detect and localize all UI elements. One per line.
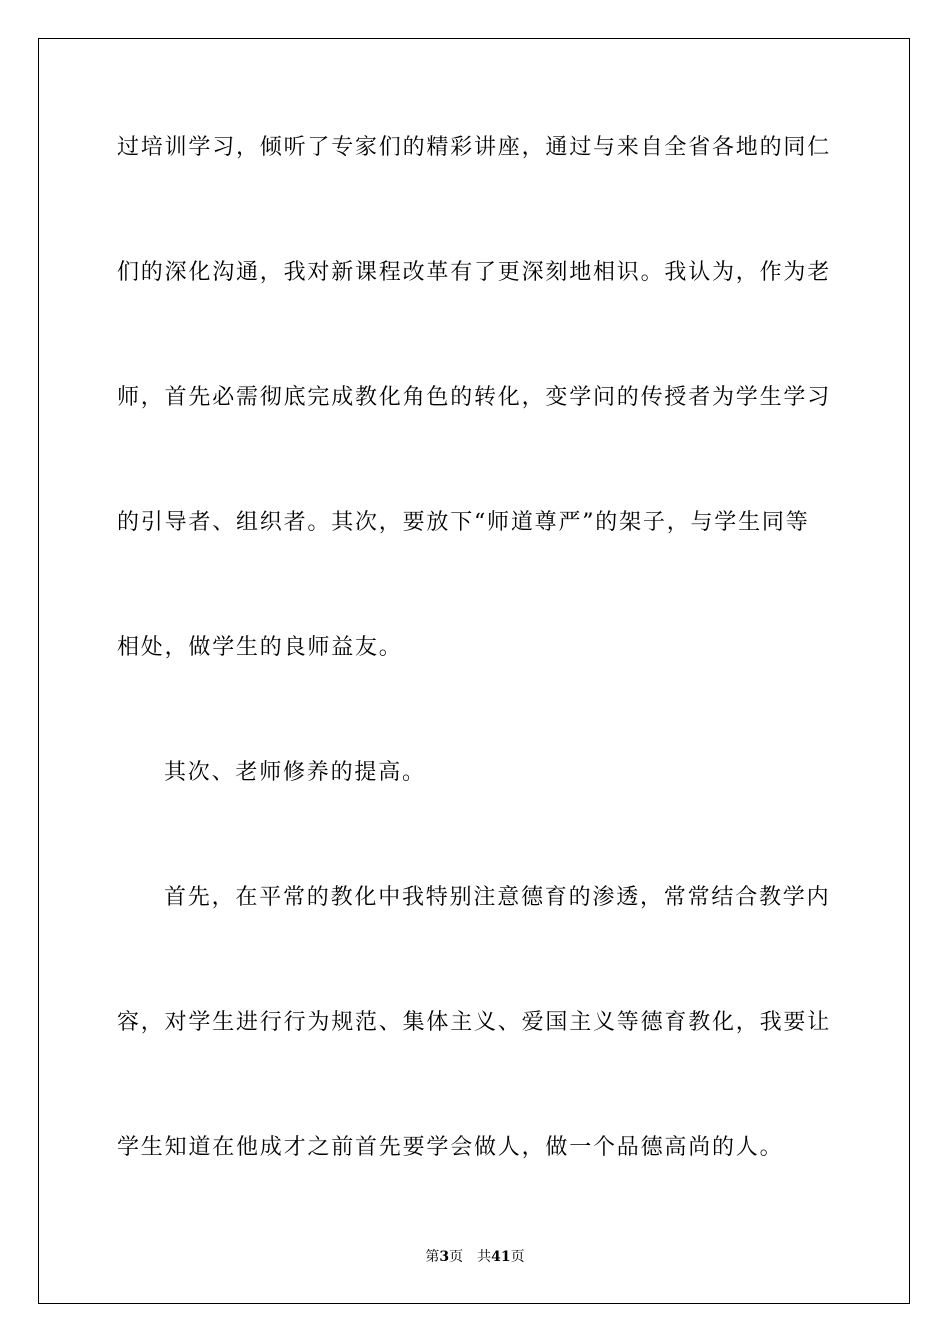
paragraph-line: 容，对学生进行行为规范、集体主义、爱国主义等德育教化，我要让 xyxy=(117,1010,832,1035)
paragraph-line: 们的深化沟通，我对新课程改革有了更深刻地相识。我认为，作为老 xyxy=(117,260,832,285)
paragraph-line: 过培训学习，倾听了专家们的精彩讲座，通过与来自全省各地的同仁 xyxy=(117,135,832,160)
total-suffix: 页 xyxy=(510,1249,525,1265)
page-prefix: 第 xyxy=(425,1249,440,1265)
paragraph-line: 学生知道在他成才之前首先要学会做人，做一个品德高尚的人。 xyxy=(117,1135,784,1160)
section-heading-line: 其次、老师修养的提高。 xyxy=(164,760,426,785)
paragraph-line: 师，首先必需彻底完成教化角色的转化，变学问的传授者为学生学习 xyxy=(117,385,832,410)
paragraph-line: 的引导者、组织者。其次，要放下“师道尊严”的架子，与学生同等 xyxy=(117,510,810,535)
page-number: 3 xyxy=(439,1249,450,1265)
paragraph-line: 相处，做学生的良师益友。 xyxy=(117,635,403,660)
page-suffix: 页 xyxy=(449,1249,464,1265)
paragraph-line: 首先，在平常的教化中我特别注意德育的渗透，常常结合教学内 xyxy=(164,885,831,910)
page-border xyxy=(38,38,910,1304)
page-footer xyxy=(0,1247,950,1267)
total-pages: 41 xyxy=(491,1249,511,1265)
total-prefix: 共 xyxy=(477,1249,492,1265)
